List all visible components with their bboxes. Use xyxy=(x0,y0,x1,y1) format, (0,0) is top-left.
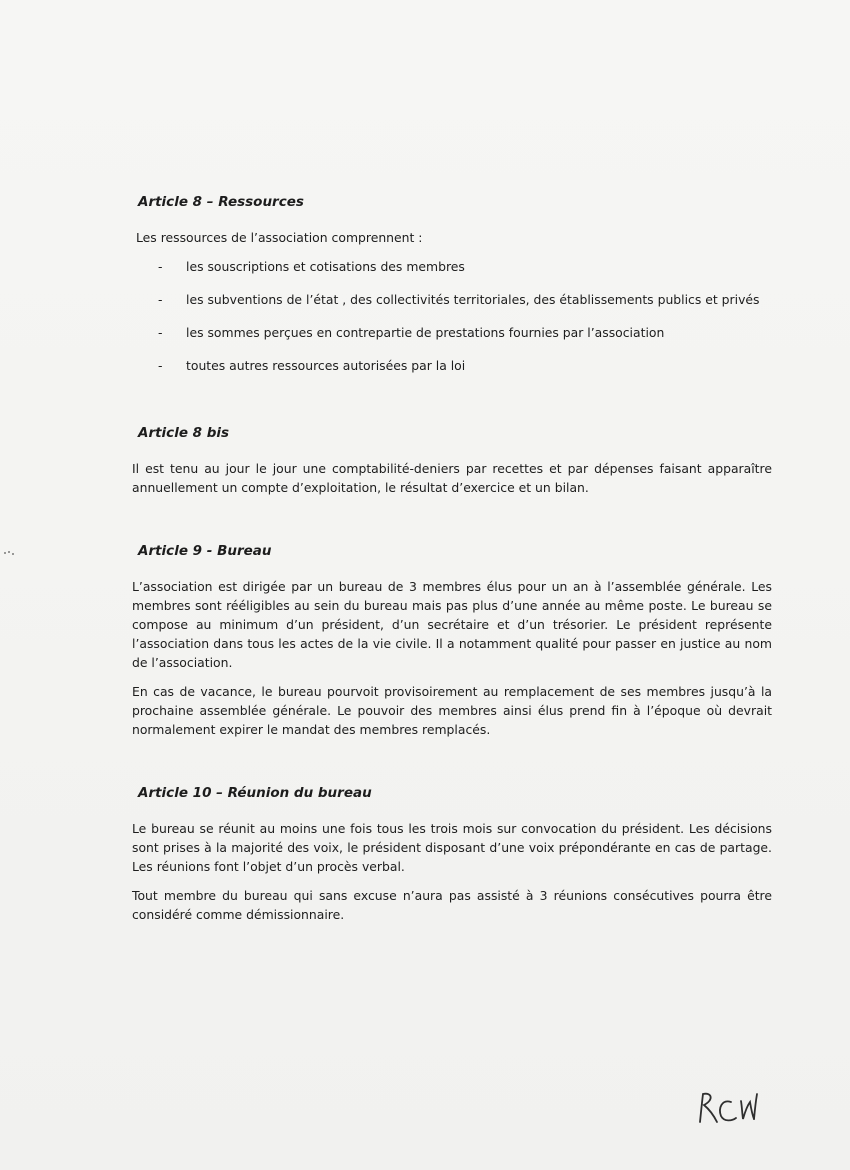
article-8-bis-heading: Article 8 bis xyxy=(138,425,230,441)
article-8-intro: Les ressources de l’association comprennent : xyxy=(136,230,423,245)
article-8-heading: Article 8 – Ressources xyxy=(138,194,304,210)
article-8-bis-paragraph: Il est tenu au jour le jour une comptabilité-deniers par recettes et par dépenses faisant apparaître annuellement un compte d’exploitation, le résultat d’exercice et un bilan. xyxy=(132,461,772,495)
resource-item: - toutes autres ressources autorisées par la loi xyxy=(132,356,772,376)
resource-item: - les subventions de l’état , des collectivités territoriales, des établissements publics et privés xyxy=(132,290,772,310)
resources-list xyxy=(132,257,772,376)
article-9-paragraph-1: L’association est dirigée par un bureau de 3 membres élus pour un an à l’assemblée générale. Les membres sont rééligibles au sein du bureau mais pas plus d’une année au même poste. Le bureau se compose au minimum d’un président, d’un secrétaire et d’un trésorier. Le président représente l’association dans tous les actes de la vie civile. Il a notamment qualité pour passer en justice au nom de l’association. xyxy=(132,579,772,670)
handwritten-initials-signature xyxy=(694,1088,764,1128)
section-gap xyxy=(132,507,772,541)
margin-mark-icon xyxy=(2,548,16,558)
document-content xyxy=(132,192,772,934)
article-9-paragraph-2: En cas de vacance, le bureau pourvoit provisoirement au remplacement de ses membres jusqu’à la prochaine assemblée générale. Le pouvoir des membres ainsi élus prend fin à l’époque où devrait normalement expirer le mandat des membres remplacés. xyxy=(132,684,772,737)
article-10-heading: Article 10 – Réunion du bureau xyxy=(138,785,372,801)
article-9-heading: Article 9 - Bureau xyxy=(138,543,272,559)
article-10-paragraph-2: Tout membre du bureau qui sans excuse n’aura pas assisté à 3 réunions consécutives pourra être considéré comme démissionnaire. xyxy=(132,888,772,922)
resource-item: - les sommes perçues en contrepartie de prestations fournies par l’association xyxy=(132,323,772,343)
article-10-paragraph-1: Le bureau se réunit au moins une fois tous les trois mois sur convocation du président. Les décisions sont prises à la majorité des voix, le président disposant d’une voix prépondérante en cas de partage. Les réunions font l’objet d’un procès verbal. xyxy=(132,821,772,874)
section-gap xyxy=(132,389,772,423)
resource-item: - les souscriptions et cotisations des membres xyxy=(132,257,772,277)
section-gap xyxy=(132,749,772,783)
